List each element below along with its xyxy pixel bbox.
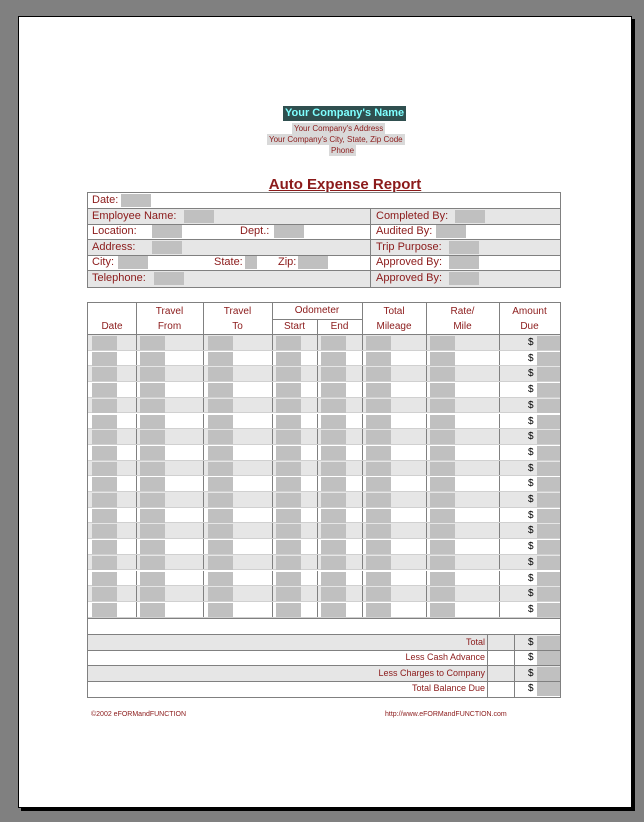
header-total-mileage-2: Mileage [376, 321, 412, 332]
document-page [18, 16, 632, 808]
row-from-field[interactable] [140, 477, 165, 491]
row-from-field[interactable] [140, 367, 165, 381]
row-end-field[interactable] [321, 603, 346, 617]
row-mileage-field[interactable] [366, 415, 391, 429]
row-amount-field[interactable] [537, 587, 560, 601]
table-row [88, 508, 560, 524]
row-start-field[interactable] [276, 587, 301, 601]
row-to-field[interactable] [208, 367, 233, 381]
row-start-field[interactable] [276, 367, 301, 381]
row-amount-field[interactable] [537, 603, 560, 617]
footer-copyright: ©2002 eFORMandFUNCTION [91, 711, 187, 718]
total-balance-due-label: Total Balance Due [411, 683, 485, 693]
telephone-label: Telephone: [92, 272, 146, 284]
row-rate-field[interactable] [430, 352, 455, 366]
row-mileage-field[interactable] [366, 524, 391, 538]
address-label: Address: [92, 241, 136, 253]
row-currency: $ [528, 431, 534, 443]
balance-due-currency: $ [528, 683, 534, 694]
row-rate-field[interactable] [430, 509, 455, 523]
row-end-field[interactable] [321, 493, 346, 507]
row-end-field[interactable] [321, 430, 346, 444]
header-date: Date [101, 321, 123, 332]
zip-field[interactable] [298, 256, 328, 269]
table-row [88, 586, 560, 602]
table-row [88, 602, 560, 618]
location-label: Location: [92, 225, 137, 237]
row-start-field[interactable] [276, 493, 301, 507]
row-from-field[interactable] [140, 572, 165, 586]
row-currency: $ [528, 399, 534, 411]
row-end-field[interactable] [321, 336, 346, 350]
row-currency: $ [528, 556, 534, 568]
row-mileage-field[interactable] [366, 587, 391, 601]
approved-by-1-label: Approved By: [376, 256, 443, 268]
expense-rows [88, 335, 560, 618]
row-mileage-field[interactable] [366, 572, 391, 586]
less-cash-advance-label: Less Cash Advance [405, 652, 485, 662]
row-from-field[interactable] [140, 415, 165, 429]
header-travel-from-1: Travel [155, 306, 184, 317]
row-from-field[interactable] [140, 556, 165, 570]
table-row [88, 523, 560, 539]
row-to-field[interactable] [208, 446, 233, 460]
row-mileage-field[interactable] [366, 493, 391, 507]
row-date-field[interactable] [92, 430, 117, 444]
row-start-field[interactable] [276, 399, 301, 413]
header-start: Start [283, 321, 306, 332]
row-end-field[interactable] [321, 415, 346, 429]
row-from-field[interactable] [140, 383, 165, 397]
row-mileage-field[interactable] [366, 477, 391, 491]
row-start-field[interactable] [276, 477, 301, 491]
city-label: City: [92, 256, 114, 268]
row-from-field[interactable] [140, 462, 165, 476]
completed-by-field[interactable] [455, 210, 485, 223]
location-field[interactable] [152, 225, 182, 238]
row-rate-field[interactable] [430, 572, 455, 586]
trip-purpose-field[interactable] [449, 241, 479, 254]
row-mileage-field[interactable] [366, 603, 391, 617]
row-start-field[interactable] [276, 556, 301, 570]
balance-due-amount-field[interactable] [537, 682, 560, 696]
total-amount-field[interactable] [537, 636, 560, 650]
table-row [88, 539, 560, 555]
row-from-field[interactable] [140, 493, 165, 507]
row-to-field[interactable] [208, 540, 233, 554]
row-currency: $ [528, 368, 534, 380]
zip-label: Zip: [278, 256, 297, 268]
row-rate-field[interactable] [430, 477, 455, 491]
info-section [87, 192, 561, 288]
row-rate-field[interactable] [430, 462, 455, 476]
row-end-field[interactable] [321, 556, 346, 570]
row-to-field[interactable] [208, 493, 233, 507]
row-currency: $ [528, 384, 534, 396]
row-to-field[interactable] [208, 509, 233, 523]
row-currency: $ [528, 478, 534, 490]
row-amount-field[interactable] [537, 572, 560, 586]
row-date-field[interactable] [92, 446, 117, 460]
table-row [88, 382, 560, 398]
row-start-field[interactable] [276, 572, 301, 586]
row-rate-field[interactable] [430, 383, 455, 397]
row-date-field[interactable] [92, 383, 117, 397]
company-city-state-zip: Your Company's City, State, Zip Code [269, 135, 403, 144]
row-currency: $ [528, 588, 534, 600]
approved-by-2-field[interactable] [449, 272, 479, 285]
row-to-field[interactable] [208, 477, 233, 491]
header-rate-mile-1: Rate/ [450, 306, 475, 317]
row-start-field[interactable] [276, 446, 301, 460]
total-currency: $ [528, 637, 534, 648]
row-rate-field[interactable] [430, 556, 455, 570]
company-name: Your Company's Name [285, 107, 405, 119]
row-date-field[interactable] [92, 477, 117, 491]
row-rate-field[interactable] [430, 603, 455, 617]
completed-by-label: Completed By: [376, 210, 449, 222]
header-rate-mile-2: Mile [453, 321, 472, 332]
table-row [88, 476, 560, 492]
row-end-field[interactable] [321, 572, 346, 586]
row-to-field[interactable] [208, 587, 233, 601]
row-from-field[interactable] [140, 587, 165, 601]
expense-table [87, 302, 561, 698]
row-amount-field[interactable] [537, 493, 560, 507]
row-end-field[interactable] [321, 524, 346, 538]
row-currency: $ [528, 337, 534, 348]
employee-name-field[interactable] [184, 210, 214, 223]
row-from-field[interactable] [140, 336, 165, 350]
row-amount-field[interactable] [537, 524, 560, 538]
approved-by-2-label: Approved By: [376, 272, 443, 284]
row-date-field[interactable] [92, 415, 117, 429]
row-amount-field[interactable] [537, 399, 560, 413]
row-to-field[interactable] [208, 399, 233, 413]
row-rate-field[interactable] [430, 540, 455, 554]
header-total-mileage-1: Total [383, 306, 405, 317]
company-phone: Phone [331, 146, 355, 155]
less-charges-label: Less Charges to Company [378, 668, 485, 678]
row-rate-field[interactable] [430, 493, 455, 507]
state-field[interactable] [245, 256, 257, 269]
row-to-field[interactable] [208, 603, 233, 617]
row-end-field[interactable] [321, 509, 346, 523]
row-amount-field[interactable] [537, 415, 560, 429]
row-date-field[interactable] [92, 572, 117, 586]
row-end-field[interactable] [321, 446, 346, 460]
row-currency: $ [528, 603, 534, 615]
charges-currency: $ [528, 668, 534, 679]
row-mileage-field[interactable] [366, 336, 391, 350]
row-end-field[interactable] [321, 383, 346, 397]
table-row [88, 555, 560, 571]
row-currency: $ [528, 352, 534, 364]
row-start-field[interactable] [276, 509, 301, 523]
row-currency: $ [528, 462, 534, 474]
row-amount-field[interactable] [537, 477, 560, 491]
row-to-field[interactable] [208, 352, 233, 366]
row-end-field[interactable] [321, 477, 346, 491]
row-from-field[interactable] [140, 430, 165, 444]
row-mileage-field[interactable] [366, 462, 391, 476]
row-rate-field[interactable] [430, 367, 455, 381]
row-to-field[interactable] [208, 383, 233, 397]
row-end-field[interactable] [321, 352, 346, 366]
row-mileage-field[interactable] [366, 367, 391, 381]
row-date-field[interactable] [92, 493, 117, 507]
header-odometer: Odometer [294, 305, 340, 316]
row-from-field[interactable] [140, 524, 165, 538]
row-date-field[interactable] [92, 367, 117, 381]
approved-by-1-field[interactable] [449, 256, 479, 269]
row-mileage-field[interactable] [366, 352, 391, 366]
charges-amount-field[interactable] [537, 667, 560, 681]
row-mileage-field[interactable] [366, 430, 391, 444]
trip-purpose-label: Trip Purpose: [376, 241, 442, 253]
company-address: Your Company's Address [294, 124, 384, 133]
date-field[interactable] [121, 194, 151, 207]
row-currency: $ [528, 446, 534, 458]
row-date-field[interactable] [92, 336, 117, 350]
row-to-field[interactable] [208, 430, 233, 444]
row-date-field[interactable] [92, 524, 117, 538]
header-amount-due-1: Amount [512, 306, 547, 317]
row-rate-field[interactable] [430, 430, 455, 444]
row-mileage-field[interactable] [366, 446, 391, 460]
table-row [88, 461, 560, 477]
row-from-field[interactable] [140, 509, 165, 523]
row-to-field[interactable] [208, 556, 233, 570]
table-row [88, 414, 560, 430]
row-start-field[interactable] [276, 415, 301, 429]
row-from-field[interactable] [140, 540, 165, 554]
header-amount-due-2: Due [520, 321, 539, 332]
dept-field[interactable] [274, 225, 304, 238]
row-end-field[interactable] [321, 399, 346, 413]
row-from-field[interactable] [140, 352, 165, 366]
header-travel-from-2: From [157, 321, 182, 332]
row-rate-field[interactable] [430, 446, 455, 460]
row-start-field[interactable] [276, 524, 301, 538]
row-amount-field[interactable] [537, 352, 560, 366]
row-amount-field[interactable] [537, 446, 560, 460]
date-label: Date: [92, 194, 119, 206]
table-row [88, 335, 560, 351]
row-to-field[interactable] [208, 336, 233, 350]
table-row [88, 492, 560, 508]
table-row [88, 398, 560, 414]
row-amount-field[interactable] [537, 462, 560, 476]
footer-url[interactable]: http://www.eFORMandFUNCTION.com [385, 711, 507, 718]
row-end-field[interactable] [321, 587, 346, 601]
row-start-field[interactable] [276, 430, 301, 444]
row-currency: $ [528, 415, 534, 427]
row-to-field[interactable] [208, 462, 233, 476]
cash-advance-amount-field[interactable] [537, 651, 560, 665]
row-mileage-field[interactable] [366, 509, 391, 523]
header-end: End [330, 321, 349, 332]
table-row [88, 571, 560, 587]
row-from-field[interactable] [140, 446, 165, 460]
row-amount-field[interactable] [537, 556, 560, 570]
total-label: Total [465, 637, 485, 647]
row-end-field[interactable] [321, 462, 346, 476]
row-date-field[interactable] [92, 352, 117, 366]
row-amount-field[interactable] [537, 336, 560, 350]
row-date-field[interactable] [92, 462, 117, 476]
row-date-field[interactable] [92, 540, 117, 554]
header-travel-to-1: Travel [223, 306, 252, 317]
row-currency: $ [528, 572, 534, 584]
dept-label: Dept.: [240, 225, 270, 237]
row-date-field[interactable] [92, 587, 117, 601]
row-rate-field[interactable] [430, 524, 455, 538]
city-field[interactable] [118, 256, 148, 269]
row-from-field[interactable] [140, 603, 165, 617]
row-from-field[interactable] [140, 399, 165, 413]
row-to-field[interactable] [208, 524, 233, 538]
row-currency: $ [528, 541, 534, 553]
row-date-field[interactable] [92, 509, 117, 523]
row-start-field[interactable] [276, 462, 301, 476]
row-amount-field[interactable] [537, 430, 560, 444]
row-date-field[interactable] [92, 603, 117, 617]
row-currency: $ [528, 509, 534, 521]
row-mileage-field[interactable] [366, 540, 391, 554]
row-amount-field[interactable] [537, 383, 560, 397]
employee-name-label: Employee Name: [92, 210, 177, 222]
row-start-field[interactable] [276, 352, 301, 366]
row-to-field[interactable] [208, 415, 233, 429]
state-label: State: [214, 256, 243, 268]
row-end-field[interactable] [321, 540, 346, 554]
row-start-field[interactable] [276, 383, 301, 397]
cash-advance-currency: $ [528, 652, 534, 663]
row-start-field[interactable] [276, 336, 301, 350]
table-row [88, 429, 560, 445]
table-row [88, 351, 560, 367]
header-travel-to-2: To [232, 321, 243, 332]
row-currency: $ [528, 525, 534, 537]
audited-by-label: Audited By: [376, 225, 433, 237]
row-mileage-field[interactable] [366, 556, 391, 570]
row-amount-field[interactable] [537, 367, 560, 381]
row-currency: $ [528, 494, 534, 505]
audited-by-field[interactable] [436, 225, 466, 238]
row-start-field[interactable] [276, 540, 301, 554]
row-rate-field[interactable] [430, 415, 455, 429]
table-row [88, 445, 560, 461]
row-to-field[interactable] [208, 572, 233, 586]
row-end-field[interactable] [321, 367, 346, 381]
table-row [88, 366, 560, 382]
report-title: Auto Expense Report [268, 176, 422, 193]
row-amount-field[interactable] [537, 540, 560, 554]
row-rate-field[interactable] [430, 399, 455, 413]
row-mileage-field[interactable] [366, 383, 391, 397]
row-start-field[interactable] [276, 603, 301, 617]
row-date-field[interactable] [92, 399, 117, 413]
row-mileage-field[interactable] [366, 399, 391, 413]
telephone-field[interactable] [154, 272, 184, 285]
row-rate-field[interactable] [430, 336, 455, 350]
row-date-field[interactable] [92, 556, 117, 570]
row-amount-field[interactable] [537, 509, 560, 523]
row-rate-field[interactable] [430, 587, 455, 601]
address-field[interactable] [152, 241, 182, 254]
